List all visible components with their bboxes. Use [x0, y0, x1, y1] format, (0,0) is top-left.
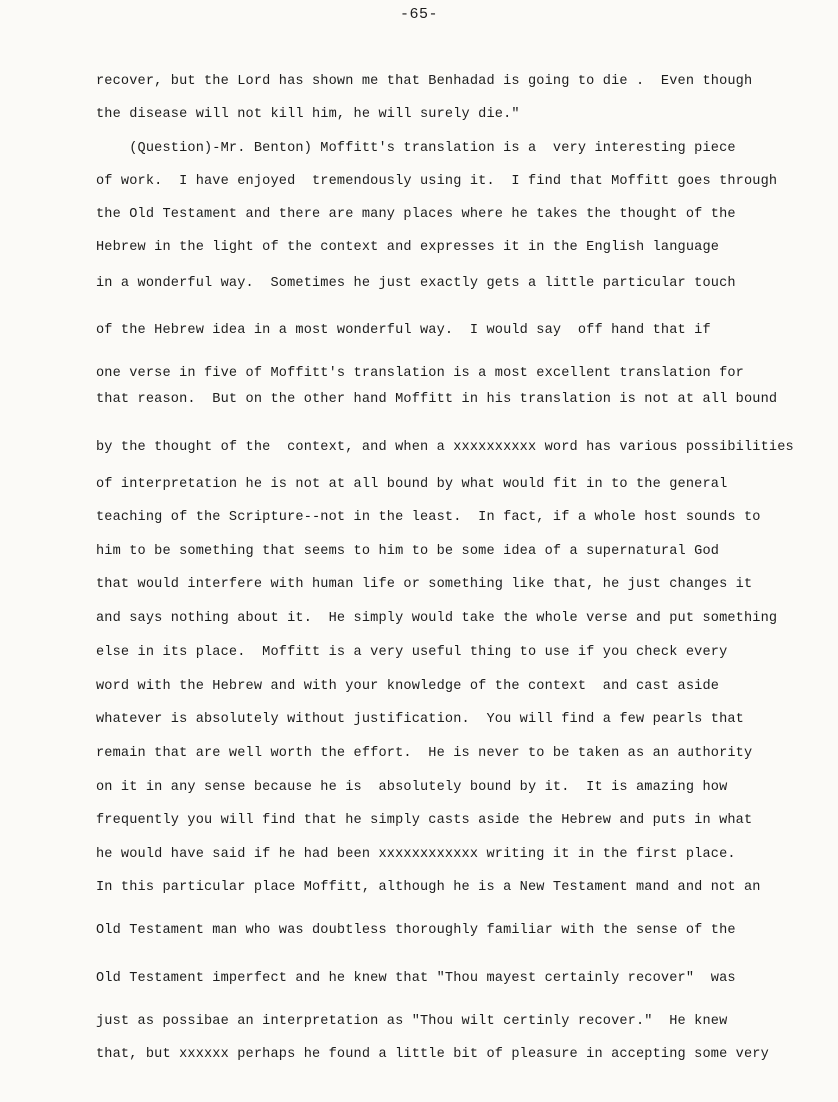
text-line: recover, but the Lord has shown me that Benhadad is going to die . Even though — [96, 74, 753, 89]
text-line: else in its place. Moffitt is a very useful thing to use if you check every — [96, 645, 728, 660]
text-line: (Question)-Mr. Benton) Moffitt's translation is a very interesting piece — [96, 141, 736, 156]
page-number: -65- — [400, 6, 439, 23]
text-line: the Old Testament and there are many places where he takes the thought of the — [96, 207, 736, 222]
text-line: remain that are well worth the effort. He is never to be taken as an authority — [96, 746, 753, 761]
text-line: that would interfere with human life or something like that, he just changes it — [96, 577, 753, 592]
text-line: one verse in five of Moffitt's translation is a most excellent translation for — [96, 366, 744, 381]
text-line: Old Testament man who was doubtless thoroughly familiar with the sense of the — [96, 923, 736, 938]
text-line: just as possibae an interpretation as "Thou wilt certinly recover." He knew — [96, 1014, 728, 1029]
text-line: frequently you will find that he simply casts aside the Hebrew and puts in what — [96, 813, 753, 828]
text-line: teaching of the Scripture--not in the least. In fact, if a whole host sounds to — [96, 510, 761, 525]
text-line: that reason. But on the other hand Moffitt in his translation is not at all bound — [96, 392, 778, 407]
text-line: him to be something that seems to him to be some idea of a supernatural God — [96, 544, 720, 559]
text-line: Hebrew in the light of the context and expresses it in the English language — [96, 240, 720, 255]
text-line: in a wonderful way. Sometimes he just exactly gets a little particular touch — [96, 276, 736, 291]
text-line: he would have said if he had been xxxxxxxxxxxx writing it in the first place. — [96, 847, 736, 862]
text-line: of interpretation he is not at all bound by what would fit in to the general — [96, 477, 728, 492]
text-line: word with the Hebrew and with your knowledge of the context and cast aside — [96, 679, 720, 694]
text-line: In this particular place Moffitt, although he is a New Testament mand and not an — [96, 880, 761, 895]
text-line: the disease will not kill him, he will surely die." — [96, 107, 520, 122]
text-line: and says nothing about it. He simply would take the whole verse and put something — [96, 611, 778, 626]
text-line: that, but xxxxxx perhaps he found a little bit of pleasure in accepting some very — [96, 1047, 769, 1062]
text-line: Old Testament imperfect and he knew that "Thou mayest certainly recover" was — [96, 971, 736, 986]
text-line: of the Hebrew idea in a most wonderful way. I would say off hand that if — [96, 323, 711, 338]
text-line: whatever is absolutely without justification. You will find a few pearls that — [96, 712, 744, 727]
text-line: on it in any sense because he is absolutely bound by it. It is amazing how — [96, 780, 728, 795]
text-line: of work. I have enjoyed tremendously using it. I find that Moffitt goes through — [96, 174, 778, 189]
text-line: by the thought of the context, and when a xxxxxxxxxx word has various possibilities — [96, 440, 794, 455]
